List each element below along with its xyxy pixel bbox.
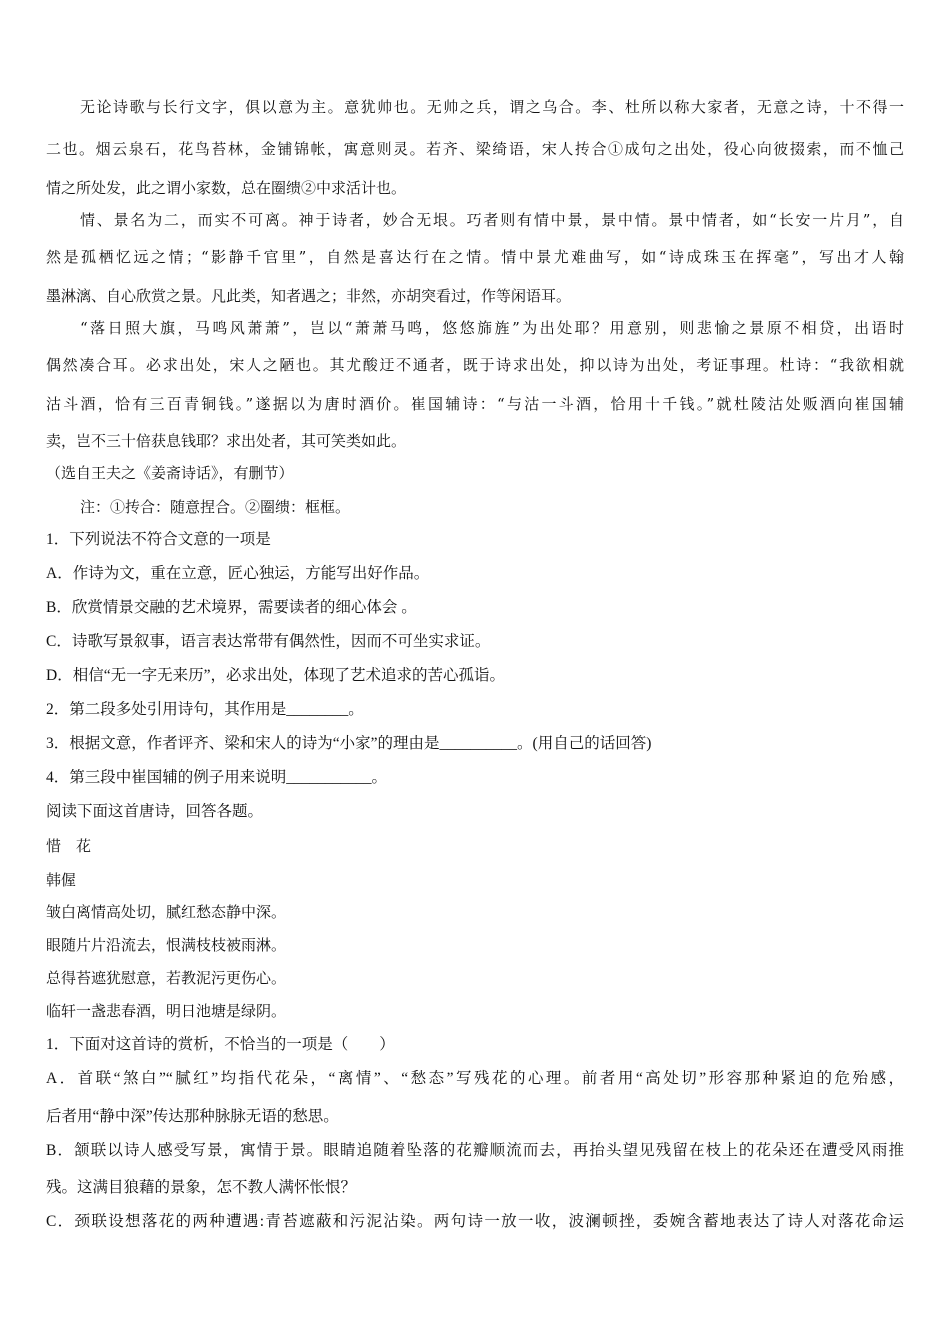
passage-p1-line2: 二也。烟云泉石，花鸟苔林，金铺锦帐，寓意则灵。若齐、梁绮语，宋人抟合①成句之出处，役心向彼掇索，而不恤己 — [46, 140, 904, 158]
poem-question-1-option-a-line2: 后者用“静中深”传达那种脉脉无语的愁思。 — [46, 1108, 339, 1125]
question-2 — [46, 700, 364, 720]
question-4-end: 。 — [371, 769, 388, 786]
poem-question-1-option-b-line1: B．颔联以诗人感受写景，寓情于景。眼睛追随着坠落的花瓣顺流而去，再抬头望见残留在枝上的花朵还在遭受风雨推 — [46, 1142, 904, 1159]
question-3-text: 3．根据文意，作者评齐、梁和宋人的诗为“小家”的理由是 — [46, 735, 440, 752]
question-3-end: (用自己的话回答) — [532, 735, 652, 752]
poem-author: 韩偓 — [46, 871, 77, 889]
question-1-option-d: D．相信“无一字无来历”，必求出处，体现了艺术追求的苦心孤诣。 — [46, 667, 505, 684]
poem-intro: 阅读下面这首唐诗，回答各题。 — [46, 803, 264, 820]
passage-p2-line2: 然是孤栖忆远之情；“影静千官里”，自然是喜达行在之情。情中景尤难曲写，如“诗成珠玉在挥毫”，写出才人翰 — [46, 248, 904, 266]
passage-p2-line3: 墨淋漓、自心欣赏之景。凡此类，知者遇之；非然，亦胡突看过，作等闲语耳。 — [46, 287, 572, 305]
question-4-blank: ___________ — [286, 769, 372, 786]
passage-p2-line1: 情、景名为二，而实不可离。神于诗者，妙合无垠。巧者则有情中景，景中情。景中情者，如“长安一片月”，自 — [80, 211, 904, 229]
passage-source: （选自王夫之《姜斋诗话》，有删节） — [46, 464, 294, 482]
passage-p1-line3: 情之所处发，此之谓小家数，总在圈缋②中求活计也。 — [46, 179, 407, 197]
question-3-blank: __________。 — [439, 735, 533, 752]
poem-line-3: 总得苔遮犹慰意，若教泥污更伤心。 — [46, 969, 287, 987]
passage-note: 注：①抟合：随意捏合。②圈缋：框框。 — [80, 498, 351, 516]
passage-p3-line2: 偶然凑合耳。必求出处，宋人之陋也。其尤酸迂不通者，既于诗求出处，抑以诗为出处，考证事理。杜诗：“我欲相就 — [46, 356, 904, 374]
question-3 — [46, 734, 651, 754]
question-1-option-c: C．诗歌写景叙事，语言表达常带有偶然性，因而不可坐实求证。 — [46, 633, 491, 650]
passage-p3-line1: “落日照大旗，马鸣风萧萧”，岂以“萧萧马鸣，悠悠旆旌”为出处耶？用意别，则悲愉之景原不相贷，出语时 — [80, 319, 904, 337]
question-1-option-b: B．欣赏情景交融的艺术境界，需要读者的细心体会 。 — [46, 599, 417, 616]
question-1-stem: 1．下列说法不符合文意的一项是 — [46, 531, 271, 548]
poem-question-1-option-b-line2: 残。这满目狼藉的景象，怎不教人满怀怅恨？ — [46, 1179, 357, 1196]
passage-p1-line1: 无论诗歌与长行文字，俱以意为主。意犹帅也。无帅之兵，谓之乌合。李、杜所以称大家者，无意之诗，十不得一 — [80, 98, 904, 116]
question-4-text: 4．第三段中崔国辅的例子用来说明 — [46, 769, 287, 786]
question-1-option-a: A．作诗为文，重在立意，匠心独运，方能写出好作品。 — [46, 565, 430, 582]
poem-question-1-option-c-line1: C．颈联设想落花的两种遭遇:青苔遮蔽和污泥沾染。两句诗一放一收，波澜顿挫，委婉含蓄地表达了诗人对落花命运 — [46, 1213, 904, 1230]
question-2-blank: ________ — [286, 701, 349, 718]
poem-question-1-stem: 1．下面对这首诗的赏析，不恰当的一项是（ ） — [46, 1036, 395, 1053]
question-4 — [46, 768, 387, 788]
poem-title: 惜 花 — [46, 837, 92, 855]
question-2-end: 。 — [348, 701, 364, 718]
passage-p3-line3: 沽斗酒，恰有三百青铜钱。”遂据以为唐时酒价。崔国辅诗：“与沽一斗酒，恰用十千钱。”就杜陵沽处贩酒向崔国辅 — [46, 395, 904, 413]
poem-line-1: 皱白离情高处切，腻红愁态静中深。 — [46, 903, 287, 921]
poem-line-4: 临轩一盏悲春酒，明日池塘是绿阴。 — [46, 1002, 287, 1020]
poem-line-2: 眼随片片沿流去，恨满枝枝被雨淋。 — [46, 936, 287, 954]
poem-question-1-option-a-line1: A．首联“煞白”“腻红”均指代花朵，“离情”、“愁态”写残花的心理。前者用“高处切”形容那种紧迫的危殆感， — [46, 1070, 904, 1087]
question-2-text: 2．第二段多处引用诗句，其作用是 — [46, 701, 287, 718]
passage-p3-line4: 卖，岂不三十倍获息钱耶？求出处者，其可笑类如此。 — [46, 432, 407, 450]
